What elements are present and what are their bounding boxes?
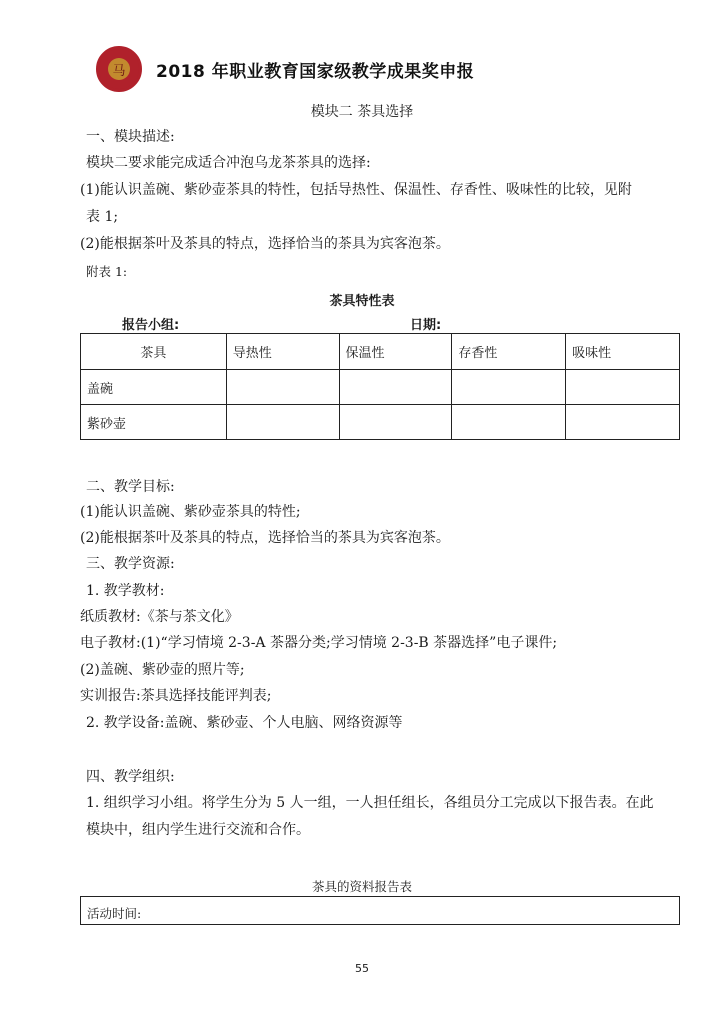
table-header-row <box>81 334 680 370</box>
report-table <box>80 896 680 925</box>
table-cell <box>226 405 339 440</box>
electronic-material: 电子教材:(1)“学习情境 2-3-A 茶器分类;学习情境 2-3-B 茶器选择”电子课件; <box>80 635 558 651</box>
horse-emblem-icon: 马 <box>108 58 130 80</box>
table-row <box>81 405 680 440</box>
property-table <box>80 333 680 440</box>
section1-intro: 模块二要求能完成适合冲泡乌龙茶茶具的选择: <box>86 155 371 171</box>
column-header: 茶具 <box>81 334 227 370</box>
activity-time-label: 活动时间: <box>87 906 142 921</box>
electronic-material-2: (2)盖碗、紫砂壶的照片等; <box>80 662 245 678</box>
section4-item1-line1: 1. 组织学习小组。将学生分为 5 人一组，一人担任组长，各组员分工完成以下报告表。在此 <box>86 795 654 811</box>
table-row <box>81 370 680 405</box>
property-table-title: 茶具特性表 <box>329 294 395 309</box>
column-header: 吸味性 <box>566 334 680 370</box>
table-cell <box>339 405 452 440</box>
table-cell <box>566 370 680 405</box>
section3-sub1: 1. 教学教材: <box>86 583 165 599</box>
table-cell <box>452 405 566 440</box>
column-header: 存香性 <box>452 334 566 370</box>
appendix-label: 附表 1: <box>86 264 128 279</box>
column-header: 导热性 <box>226 334 339 370</box>
school-logo <box>96 46 142 92</box>
module-title: 模块二 茶具选择 <box>310 104 414 120</box>
section3-sub2: 2. 教学设备:盖碗、紫砂壶、个人电脑、网络资源等 <box>86 715 403 731</box>
training-report: 实训报告:茶具选择技能评判表; <box>80 688 272 704</box>
table-cell: 紫砂壶 <box>81 405 227 440</box>
section1-heading: 一、模块描述: <box>86 129 175 145</box>
section2-heading: 二、教学目标: <box>86 479 175 495</box>
report-table-title: 茶具的资料报告表 <box>311 879 412 894</box>
table-cell <box>339 370 452 405</box>
section3-heading: 三、教学资源: <box>86 556 175 572</box>
paper-material: 纸质教材:《茶与茶文化》 <box>80 609 239 625</box>
document-header <box>96 44 474 94</box>
table-cell <box>566 405 680 440</box>
section4-heading: 四、教学组织: <box>86 769 175 785</box>
table-cell <box>226 370 339 405</box>
section1-item1-line2: 表 1; <box>86 209 119 225</box>
page-number: 55 <box>355 962 369 975</box>
column-header: 保温性 <box>339 334 452 370</box>
table-cell: 盖碗 <box>81 370 227 405</box>
header-title: 2018 年职业教育国家级教学成果奖申报 <box>156 61 475 82</box>
section2-item2: (2)能根据茶叶及茶具的特点，选择恰当的茶具为宾客泡茶。 <box>80 530 450 546</box>
section1-item2: (2)能根据茶叶及茶具的特点，选择恰当的茶具为宾客泡茶。 <box>80 236 450 252</box>
section4-item1-line2: 模块中，组内学生进行交流和合作。 <box>86 822 310 838</box>
report-date-label: 日期: <box>410 318 442 333</box>
report-group-label: 报告小组: <box>122 318 180 333</box>
table-cell <box>452 370 566 405</box>
section2-item1: (1)能认识盖碗、紫砂壶茶具的特性; <box>80 504 301 520</box>
section1-item1-line1: (1)能认识盖碗、紫砂壶茶具的特性，包括导热性、保温性、存香性、吸味性的比较，见附 <box>80 182 632 198</box>
